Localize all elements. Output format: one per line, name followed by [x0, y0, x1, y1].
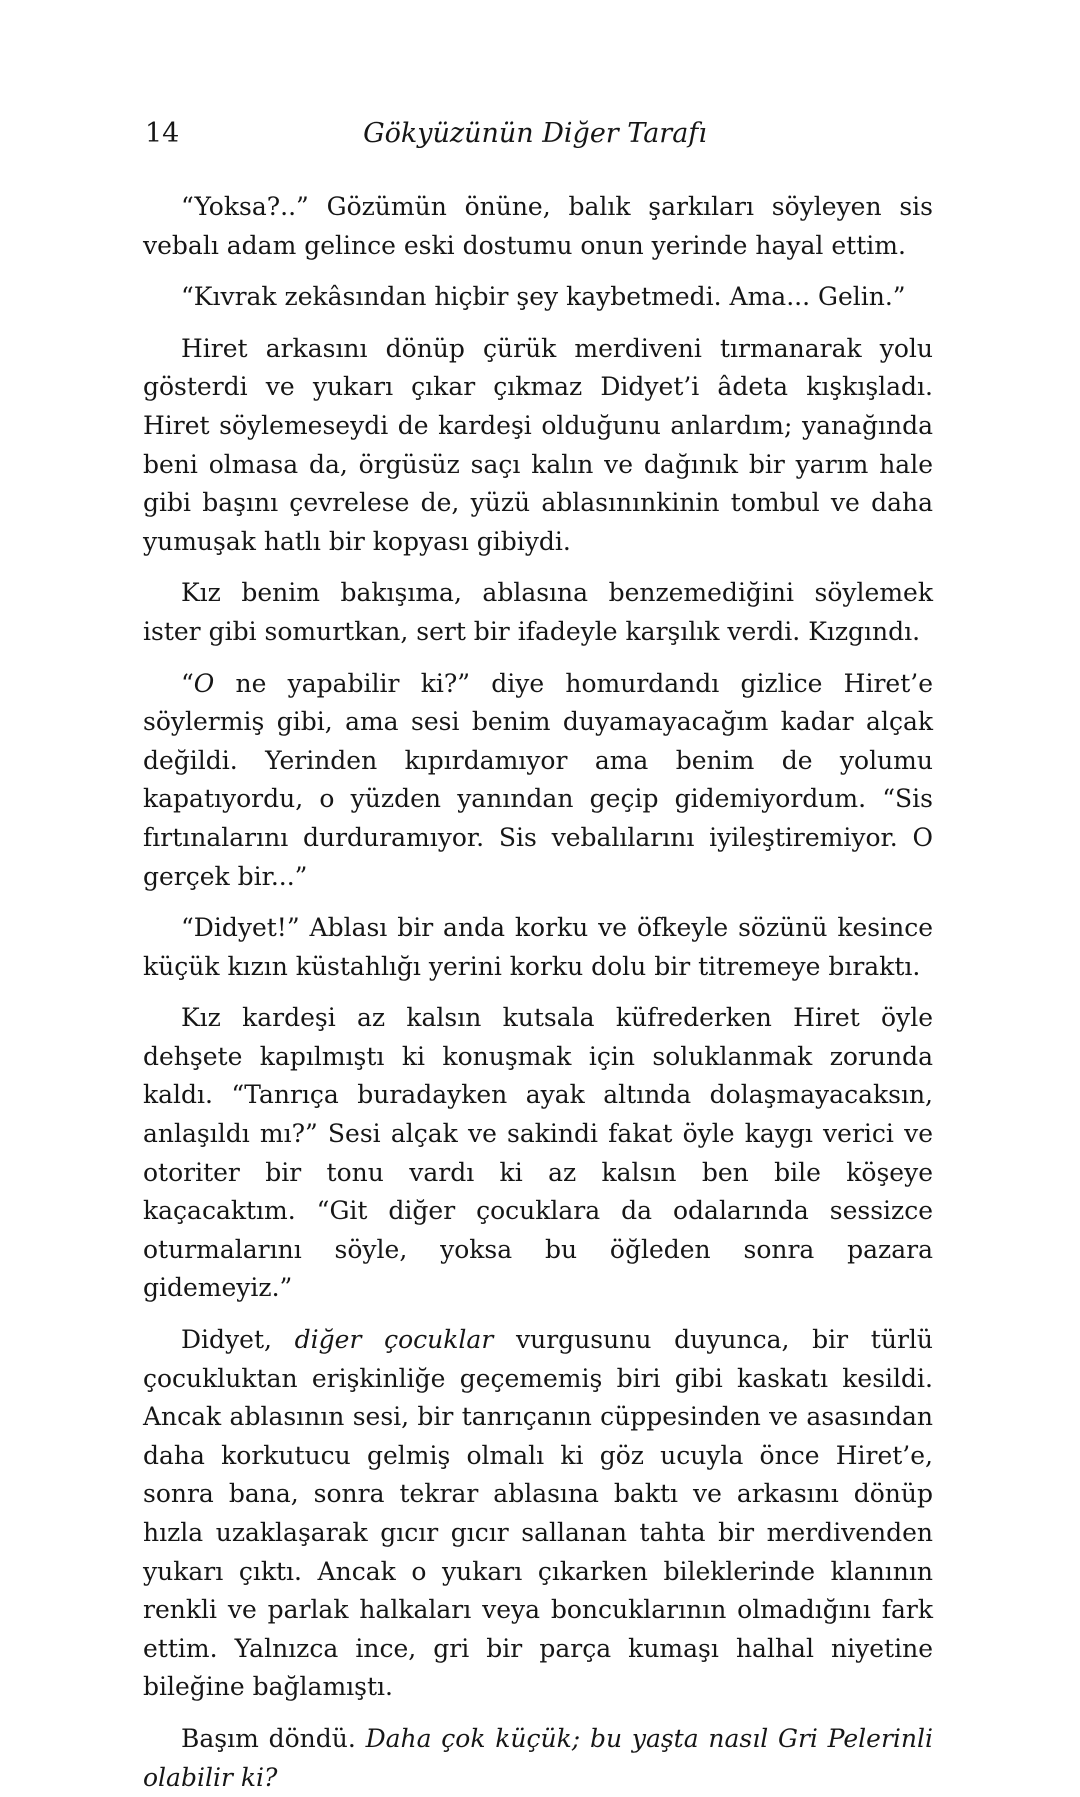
- paragraph: [143, 1720, 933, 1797]
- page-number: 14: [145, 118, 180, 149]
- text-run: “Kıvrak zekâsından hiçbir şey kaybetmedi. Ama... Gelin.”: [181, 282, 906, 312]
- running-title: Gökyüzünün Diğer Tarafı: [363, 118, 707, 149]
- text-run: Didyet,: [181, 1325, 295, 1355]
- italic-text: Daha çok küçük; bu yaşta nasıl Gri Pelerinli olabilir ki?: [143, 1723, 933, 1792]
- text-run: Hiret arkasını dönüp çürük merdiveni tırmanarak yolu gösterdi ve yukarı çıkar çıkmaz Didyet’i âdeta kışkışladı. Hiret söylemeseydi de kardeşi olduğunu anlardım; yanağında beni olmasa da, örgüsüz saçı kalın ve dağınık bir yarım hale gibi başını çevrelese de, yüzü ablasınınkinin tombul ve daha yumuşak hatlı bir kopyası gibiydi.: [143, 333, 933, 556]
- paragraph: [143, 278, 933, 317]
- page-header: [145, 118, 925, 158]
- italic-text: diğer çocuklar: [294, 1325, 494, 1355]
- text-run: Kız benim bakışıma, ablasına benzemediğini söylemek ister gibi somurtkan, sert bir ifadeyle karşılık verdi. Kızgındı.: [143, 578, 933, 646]
- body-text: [143, 188, 933, 1797]
- paragraph: [143, 909, 933, 986]
- text-run: “: [181, 668, 194, 698]
- text-run: Başım döndü.: [181, 1723, 366, 1753]
- paragraph: [143, 330, 933, 562]
- italic-text: O: [193, 668, 215, 698]
- text-run: vurgusunu duyunca, bir türlü çocukluktan erişkinliğe geçememiş biri gibi kaskatı kesildi. Ancak ablasının sesi, bir tanrıçanın cüppesinden ve asasından daha korkutucu gelmiş olmalı ki göz ucuyla önce Hiret’e, sonra bana, sonra tekrar ablasına baktı ve arkasını dönüp hızla uzaklaşarak gıcır gıcır sallanan tahta bir merdivenden yukarı çıktı. Ancak o yukarı çıkarken bileklerinde klanının renkli ve parlak halkaları veya boncuklarının olmadığını fark ettim. Yalnızca ince, gri bir parça kumaşı halhal niyetine bileğine bağlamıştı.: [143, 1325, 933, 1702]
- text-run: Kız kardeşi az kalsın kutsala küfrederken Hiret öyle dehşete kapılmıştı ki konuşmak için soluklanmak zorunda kaldı. “Tanrıça buradayken ayak altında dolaşmayacaksın, anlaşıldı mı?” Sesi alçak ve sakindi fakat öyle kaygı verici ve otoriter bir tonu vardı ki az kalsın ben bile köşeye kaçacaktım. “Git diğer çocuklara da odalarında sessizce oturmalarını söyle, yoksa bu öğleden sonra pazara gidemeyiz.”: [143, 1003, 933, 1303]
- paragraph: [143, 665, 933, 897]
- paragraph: [143, 1321, 933, 1707]
- text-run: “Yoksa?..” Gözümün önüne, balık şarkıları söyleyen sis vebalı adam gelince eski dostumu onun yerinde hayal ettim.: [143, 192, 933, 260]
- text-run: ne yapabilir ki?” diye homurdandı gizlice Hiret’e söylermiş gibi, ama sesi benim duyamayacağım kadar alçak değildi. Yerinden kıpırdamıyor ama benim de yolumu kapatıyordu, o yüzden yanından geçip gidemiyordum. “Sis fırtınalarını durduramıyor. Sis vebalılarını iyileştiremiyor. O gerçek bir...”: [143, 668, 933, 891]
- paragraph: [143, 574, 933, 651]
- text-run: “Didyet!” Ablası bir anda korku ve öfkeyle sözünü kesince küçük kızın küstahlığı yerini korku dolu bir titremeye bıraktı.: [143, 913, 933, 981]
- paragraph: [143, 188, 933, 265]
- paragraph: [143, 999, 933, 1308]
